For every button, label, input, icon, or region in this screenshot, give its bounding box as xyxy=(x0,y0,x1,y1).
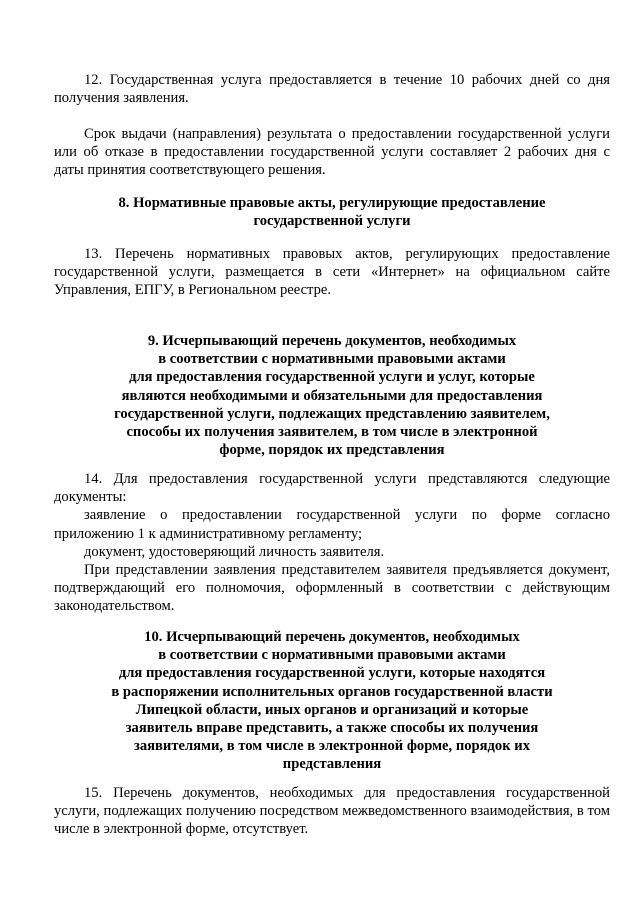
heading-line: способы их получения заявителем, в том числе в электронной xyxy=(126,424,538,441)
heading-line: заявителями, в том числе в электронной форме, порядок их xyxy=(133,738,530,755)
heading-line: 8. Нормативные правовые акты, регулирующие предоставление xyxy=(118,195,546,211)
heading-line: в распоряжении исполнительных органов государственной власти xyxy=(111,683,553,700)
heading-line: для предоставления государственной услуги, которые находятся xyxy=(118,665,546,682)
paragraph-14-item-application: заявление о предоставлении государственной услуги по форме согласно приложению 1 к административному регламенту; xyxy=(54,507,610,542)
paragraph-15 xyxy=(54,784,610,839)
section-9-heading xyxy=(54,332,610,459)
heading-line: являются необходимыми и обязательными для предоставления xyxy=(121,387,543,404)
section-8-heading xyxy=(54,194,610,230)
paragraph-12-text: 12. Государственная услуга предоставляется в течение 10 рабочих дней со дня получения заявления. xyxy=(54,72,610,107)
paragraph-13-text: 13. Перечень нормативных правовых актов, регулирующих предоставление государственной услуги, размещается в сети «Интернет» на официальном сайте Управления, ЕПГУ, в Региональном реестре. xyxy=(54,246,610,299)
heading-line: 10. Исчерпывающий перечень документов, необходимых xyxy=(144,629,520,645)
heading-line: в соответствии с нормативными правовыми актами xyxy=(158,647,506,664)
heading-line: форме, порядок их представления xyxy=(219,442,445,459)
paragraph-14-intro: 14. Для предоставления государственной услуги представляются следующие документы: xyxy=(54,471,610,506)
heading-line: в соответствии с нормативными правовыми актами xyxy=(158,351,506,368)
heading-line: Липецкой области, иных органов и организаций и которые xyxy=(135,701,529,718)
heading-line: для предоставления государственной услуги и услуг, которые xyxy=(129,369,535,386)
section-10-heading xyxy=(54,628,610,774)
heading-line: государственной услуги xyxy=(253,213,411,230)
paragraph-14-representative: При представлении заявления представителем заявителя предъявляется документ, подтверждающий его полномочия, оформленный в соответствии с действующим законодательством. xyxy=(54,562,610,615)
heading-line: заявитель вправе представить, а также способы их получения xyxy=(125,720,539,737)
paragraph-12 xyxy=(54,71,610,107)
paragraph-12-term-text: Срок выдачи (направления) результата о предоставлении государственной услуги или об отказе в предоставлении государственной услуги составляет 2 рабочих дня с даты принятия соответствующего решения. xyxy=(54,126,610,179)
heading-line: 9. Исчерпывающий перечень документов, необходимых xyxy=(147,333,517,349)
paragraph-15-text: 15. Перечень документов, необходимых для предоставления государственной услуги, подлежащих получению посредством межведомственного взаимодействия, в том числе в электронной форме, отсутствует. xyxy=(54,785,610,838)
heading-line: представления xyxy=(282,756,382,773)
paragraph-14-item-identity: документ, удостоверяющий личность заявителя. xyxy=(84,543,385,560)
heading-line: государственной услуги, подлежащих представлению заявителем, xyxy=(114,405,550,422)
paragraph-12-term xyxy=(54,125,610,180)
paragraph-14 xyxy=(54,470,610,616)
paragraph-13 xyxy=(54,245,610,300)
